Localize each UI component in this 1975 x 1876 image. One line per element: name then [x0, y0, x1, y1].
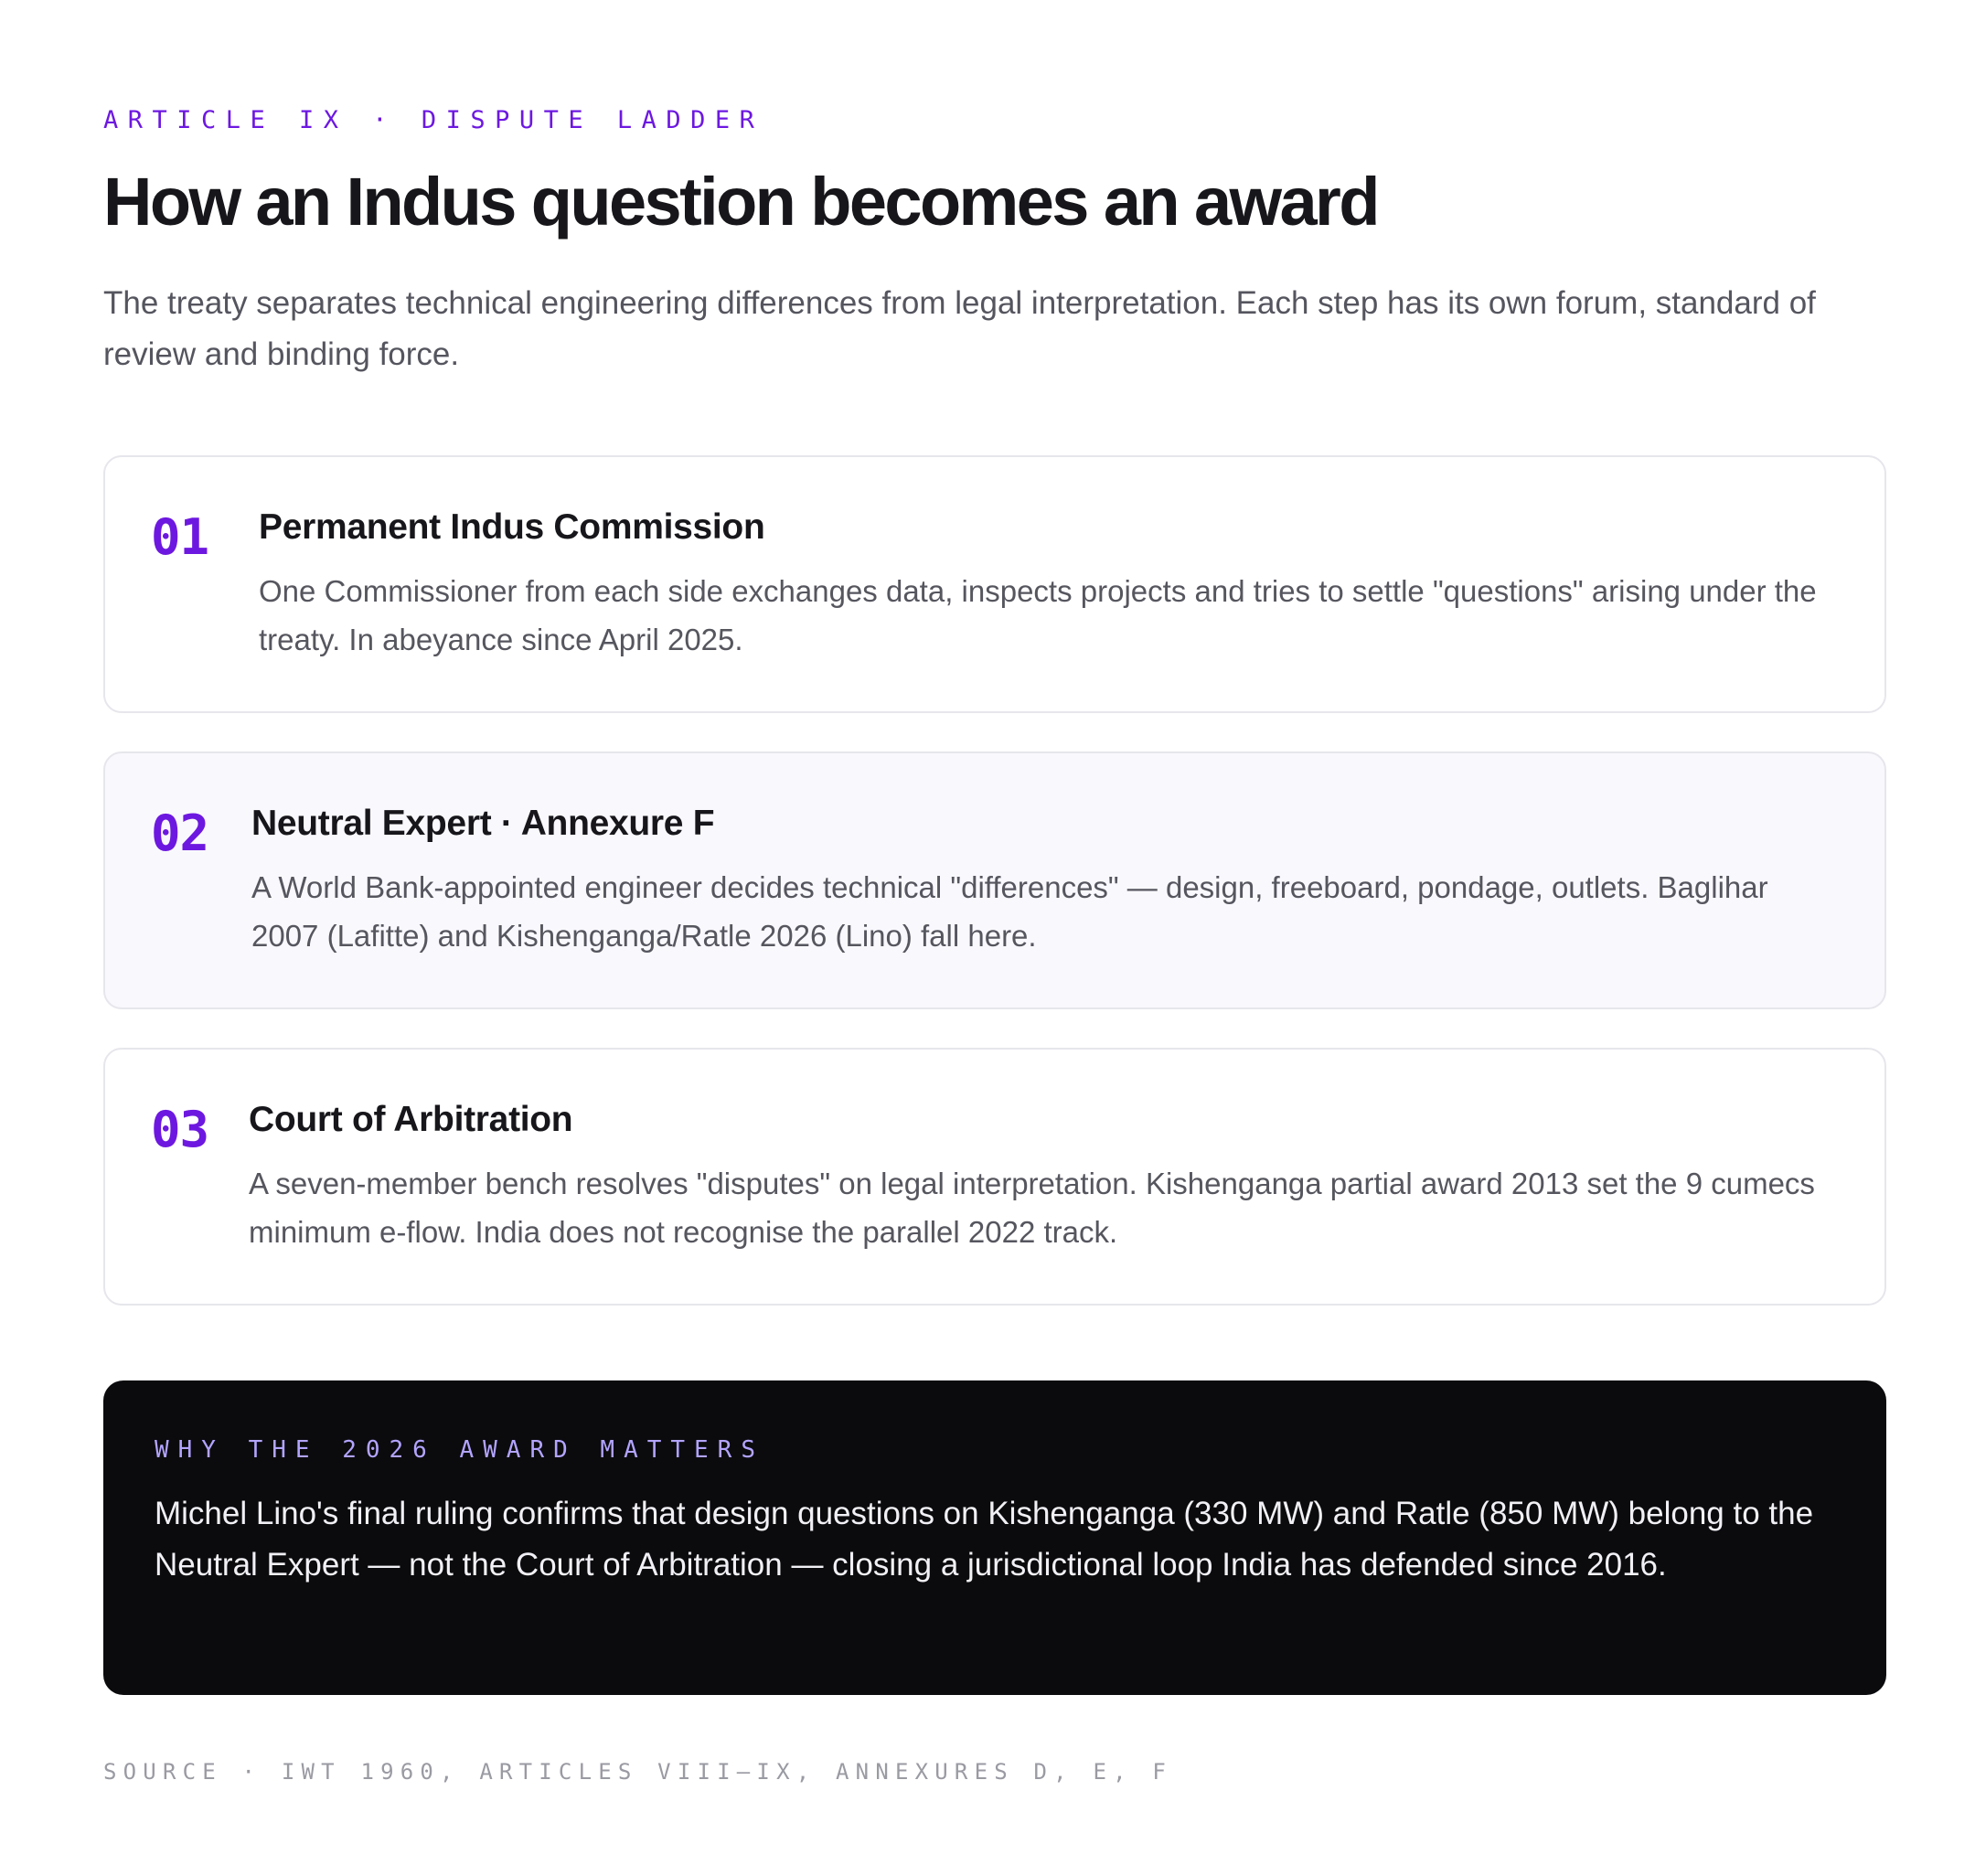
step-number: 03 [151, 1101, 209, 1158]
step-card-neutral-expert [103, 751, 1886, 1009]
step-title: Permanent Indus Commission [259, 507, 765, 547]
step-number: 02 [151, 805, 209, 862]
step-title: Neutral Expert · Annexure F [251, 804, 715, 843]
step-body [251, 801, 1830, 960]
section-eyebrow: ARTICLE IX · DISPUTE LADDER [103, 106, 764, 134]
callout-eyebrow: WHY THE 2026 AWARD MATTERS [155, 1436, 764, 1464]
callout-text: Michel Lino's final ruling confirms that design questions on Kishenganga (330 MW) and Ratle (850 MW) belong to the Neutral Expert — not the Court of Arbitration — closing a jurisdictional loop India has defended since 2016. [155, 1496, 1814, 1583]
step-card-permanent-indus-commission [103, 455, 1886, 713]
page-title: How an Indus question becomes an award [103, 164, 1378, 240]
step-description: A World Bank-appointed engineer decides technical "differences" — design, freeboard, pondage, outlets. Baglihar 2007 (Lafitte) and Kishenganga/Ratle 2026 (Lino) fall here. [251, 870, 1768, 953]
step-description: One Commissioner from each side exchanges data, inspects projects and tries to settle "questions" arising under the treaty. In abeyance since April 2025. [259, 574, 1817, 656]
page-lede: The treaty separates technical engineering differences from legal interpretation. Each step has its own forum, standard of review and binding force. [103, 285, 1816, 372]
dispute-ladder-steps [103, 455, 1886, 1344]
step-description: A seven-member bench resolves "disputes" on legal interpretation. Kishenganga partial award 2013 set the 9 cumecs minimum e-flow. India does not recognise the parallel 2022 track. [249, 1167, 1815, 1249]
step-body [259, 505, 1830, 664]
step-body [249, 1097, 1830, 1256]
award-callout [103, 1380, 1886, 1695]
step-title: Court of Arbitration [249, 1100, 573, 1139]
step-number: 01 [151, 508, 209, 566]
step-card-court-of-arbitration [103, 1048, 1886, 1306]
source-note: SOURCE · IWT 1960, ARTICLES VIII–IX, ANNEXURES D, E, F [103, 1759, 1173, 1785]
